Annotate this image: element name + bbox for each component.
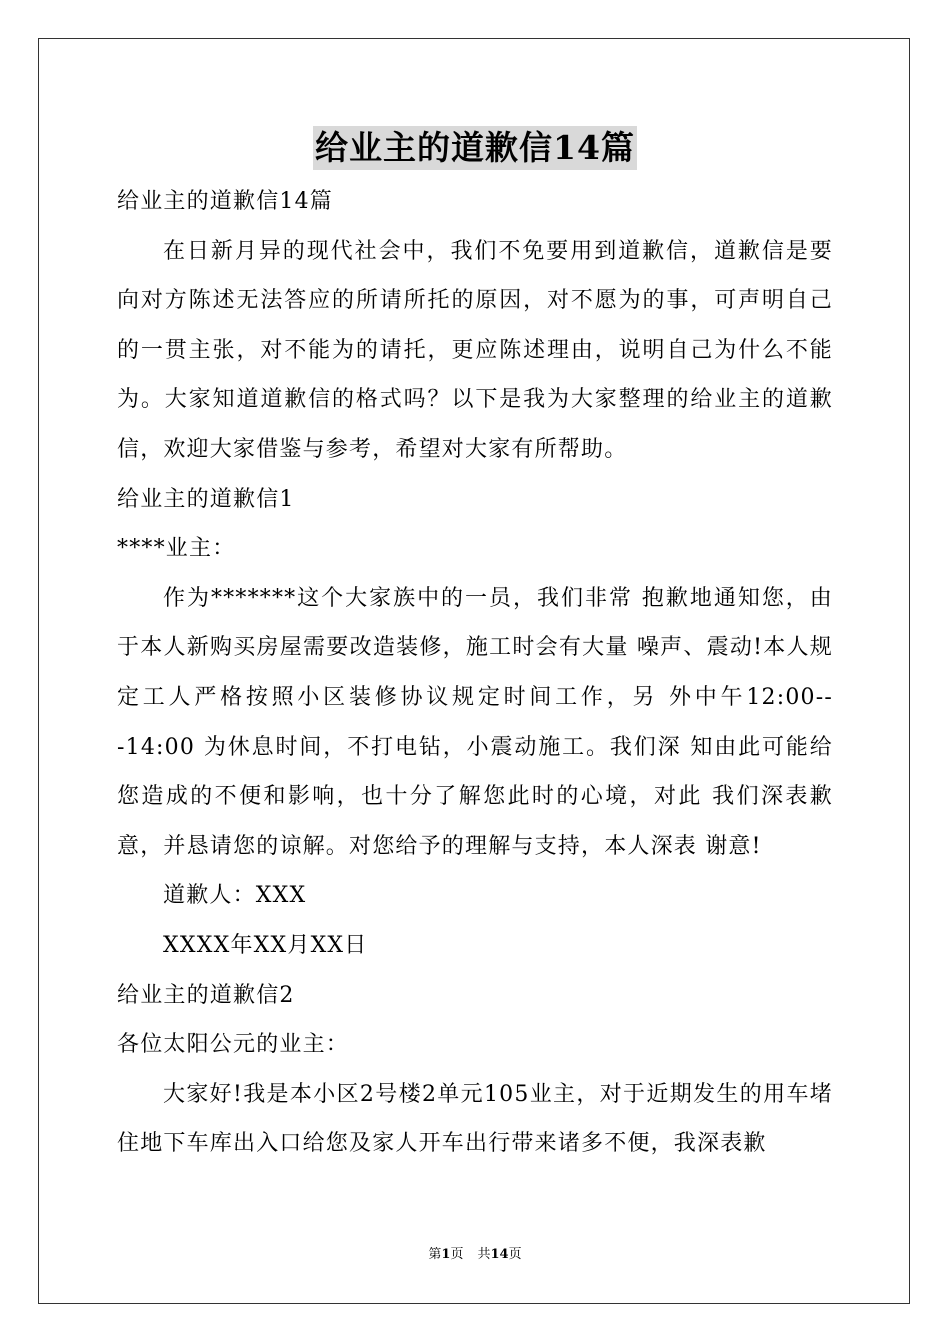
paragraph: 给业主的道歉信1 [117,486,295,512]
page-current: 1 [441,1247,451,1262]
document-title: 给业主的道歉信14篇 [313,126,637,170]
total-prefix: 共 [477,1247,491,1262]
page-footer [0,1246,950,1264]
title-wrap [0,126,950,170]
paragraph: 作为*******这个大家族中的一员，我们非常 抱歉地通知您，由于本人新购买房屋需要改造装修，施工时会有大量 噪声、震动!本人规定工人严格按照小区装修协议规定时间工作，另 外中午12:00---14:00 为休息时间，不打电钻，小震动施工。我们深 知由此可能给您造成的不便和影响，也十分了解您此时的心境，对此 我们深表歉意，并恳请您的谅解。对您给予的理解与支持，本人深表 谢意! [117,585,833,859]
paragraph: ****业主： [117,536,236,562]
paragraph: 给业主的道歉信2 [117,982,295,1008]
paragraph: 各位太阳公元的业主： [117,1032,350,1058]
page-prefix: 第 [428,1247,442,1262]
paragraph: 给业主的道歉信14篇 [117,189,333,214]
page-suffix: 页 [450,1247,464,1262]
total-suffix: 页 [508,1247,522,1262]
paragraph: XXXX年XX月XX日 [163,932,368,958]
document-body [117,177,833,1169]
paragraph: 在日新月异的现代社会中，我们不免要用到道歉信，道歉信是要向对方陈述无法答应的所请所托的原因，对不愿为的事，可声明自己的一贯主张，对不能为的请托，更应陈述理由，说明自己为什么不能为。大家知道道歉信的格式吗？以下是我为大家整理的给业主的道歉信，欢迎大家借鉴与参考，希望对大家有所帮助。 [117,238,833,462]
page-total: 14 [490,1247,509,1262]
paragraph: 大家好!我是本小区2号楼2单元105业主，对于近期发生的用车堵住地下车库出入口给您及家人开车出行带来诸多不便，我深表歉 [117,1081,833,1157]
paragraph: 道歉人：XXX [163,883,307,909]
